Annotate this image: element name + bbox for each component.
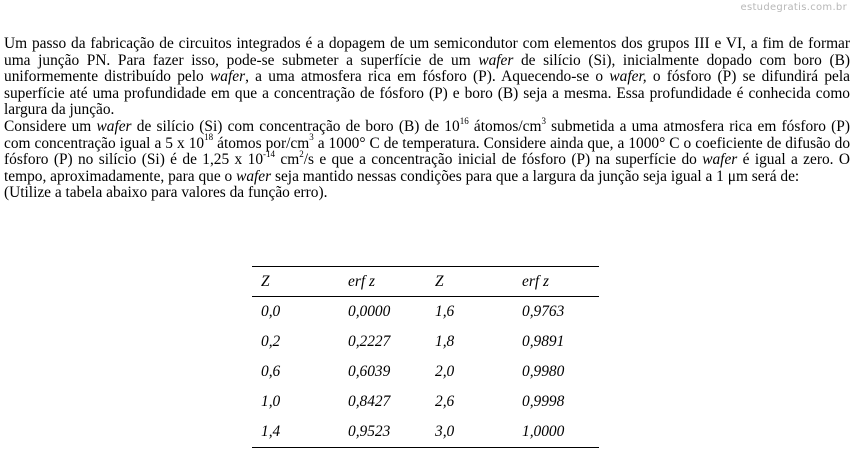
italic-term: wafer (236, 167, 272, 185)
table-cell: 0,6039 (348, 363, 391, 380)
table-cell: 1,6 (435, 303, 455, 320)
superscript: 3 (309, 132, 314, 143)
erf-table (252, 266, 599, 448)
table-cell: 0,0000 (348, 303, 391, 320)
paragraph-instruction: (Utilize a tabela abaixo para valores da função erro). (4, 184, 328, 202)
italic-term: wafer (478, 51, 514, 69)
text-span: átomos por/cm (213, 134, 310, 152)
table-cell: 1,4 (252, 417, 339, 448)
table-cell: 2,6 (435, 393, 455, 410)
text-span: /s e que a concentração inicial de fósforo (P) na superfície do (303, 151, 703, 169)
superscript: 2 (299, 149, 304, 160)
question-text (4, 36, 850, 202)
paragraph-intro (4, 36, 850, 119)
table-cell: 3,0 (426, 417, 513, 448)
superscript: 16 (459, 115, 469, 126)
text-span: a 1000° C de temperatura. Considere ainda que, a 1000° C o coeficiente de difusão do fósforo (P) no silício (Si) é de 1,25 x 10 (4, 134, 851, 169)
table-row (252, 327, 599, 357)
table-cell: 0,9980 (522, 363, 565, 380)
paragraph-problem (4, 115, 851, 185)
text-span: o fósforo (P) se difundirá pela superfície até uma profundidade em que a concentração de fósforo (P) e boro (B) seja a mesma. Essa profundidade é conhecida como largura da junção. (4, 68, 850, 119)
table-row (252, 297, 599, 328)
text-span: seja mantido nessas condições para que a largura da junção seja igual a 1 μm será de: (271, 167, 800, 185)
text-span: , a uma atmosfera rica em fósforo (P). Aquecendo-se o (245, 68, 610, 86)
italic-term: wafer (210, 68, 246, 86)
text-span: Considere um (4, 117, 97, 135)
column-header-erf: erf z (339, 267, 426, 297)
table-row (252, 387, 599, 417)
column-header-z: Z (252, 267, 339, 297)
table-cell: 0,2227 (348, 333, 391, 350)
text-span: é igual a zero. O tempo, aproximadamente, para que o (4, 151, 850, 185)
table-cell: 0,9891 (522, 333, 565, 350)
superscript: -14 (263, 149, 276, 160)
text-span: átomos/cm (468, 117, 542, 135)
table-cell: 0,9763 (522, 303, 565, 320)
text-span: submetida a uma atmosfera rica em fósforo (P) com concentração igual a 5 x 10 (4, 117, 850, 152)
table-cell: 0,9998 (522, 393, 565, 410)
italic-term: wafer (96, 117, 132, 135)
text-span: de silício (Si), inicialmente dopado com boro (B) uniformemente distribuído pelo (4, 51, 850, 86)
table-cell: 1,0 (261, 393, 281, 410)
table-cell: 1,8 (435, 333, 455, 350)
superscript: 18 (204, 132, 214, 143)
column-header-z: Z (426, 267, 513, 297)
table-cell: 0,6 (261, 363, 281, 380)
italic-term: wafer (702, 151, 738, 169)
italic-term: wafer, (609, 68, 647, 86)
text-span: cm (275, 151, 300, 169)
text-span: de silício (Si) com concentração de boro (B) de 10 (131, 117, 460, 135)
column-header-erf: erf z (513, 267, 599, 297)
table-cell: 0,9523 (339, 417, 426, 448)
table-row (252, 357, 599, 387)
watermark: estudegratis.com.br (740, 2, 847, 13)
table-cell: 1,0000 (513, 417, 599, 448)
table-cell: 0,0 (261, 303, 281, 320)
table-row (252, 417, 599, 448)
superscript: 3 (541, 115, 546, 126)
table-cell: 0,2 (261, 333, 281, 350)
table-cell: 0,8427 (348, 393, 391, 410)
table-header-row (252, 267, 599, 297)
text-span: Um passo da fabricação de circuitos integrados é a dopagem de um semicondutor com elementos dos grupos III e VI, a fim de formar uma junção PN. Para fazer isso, pode-se submeter a superfície de um (4, 35, 850, 69)
table-cell: 2,0 (435, 363, 455, 380)
